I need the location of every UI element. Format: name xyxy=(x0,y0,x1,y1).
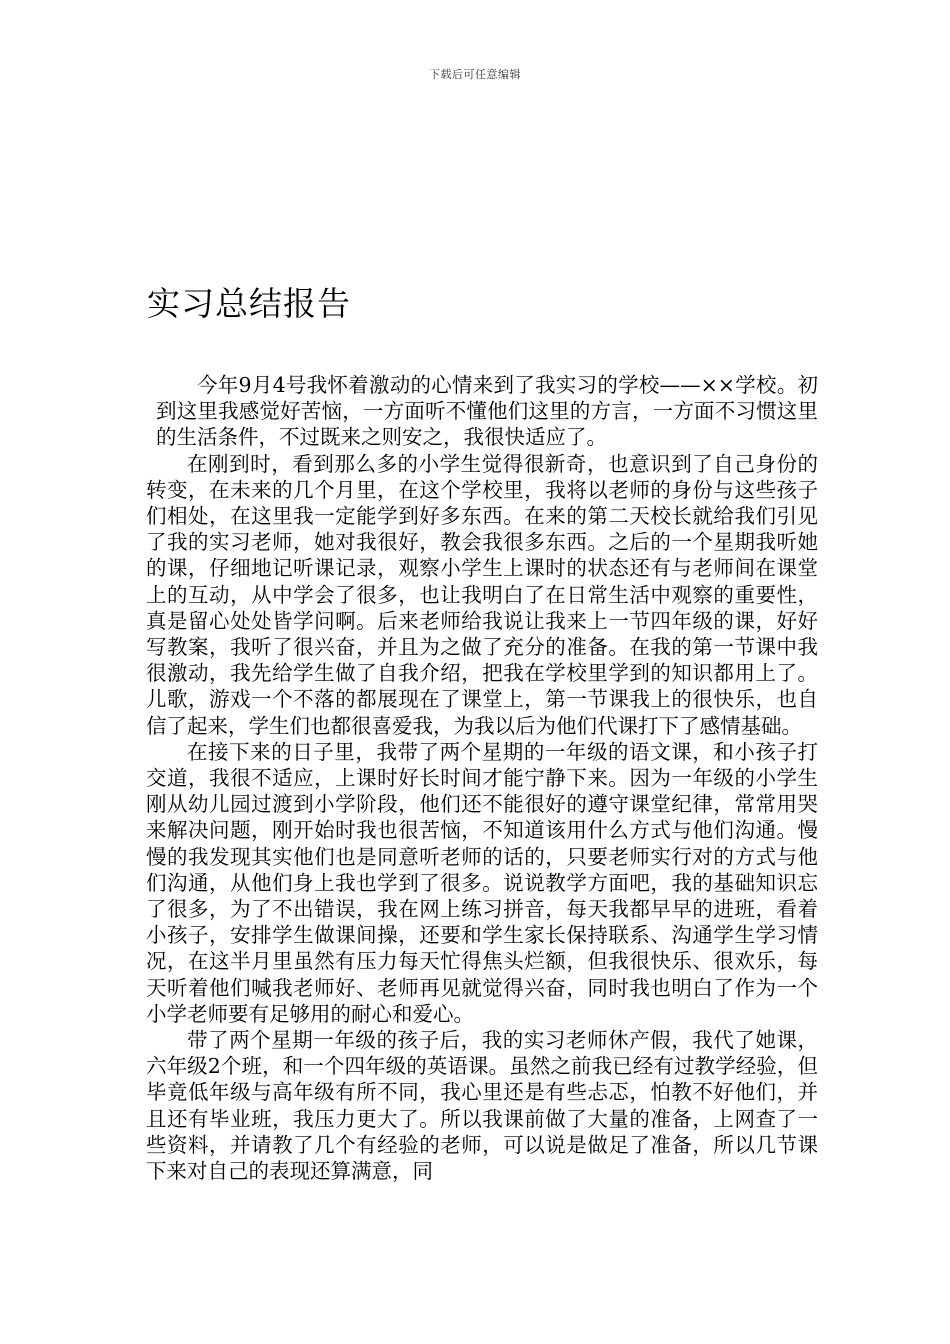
paragraph-3: 在接下来的日子里，我带了两个星期的一年级的语文课，和小孩子打交道，我很不适应，上课时好长时间才能宁静下来。因为一年级的小学生刚从幼儿园过渡到小学阶段，他们还不能很好的遵守课堂纪律，常常用哭来解决问题，刚开始时我也很苦恼，不知道该用什么方式与他们沟通。慢慢的我发现其实他们也是同意听老师的话的，只要老师实行对的方式与他们沟通，从他们身上我也学到了很多。说说教学方面吧，我的基础知识忘了很多，为了不出错误，我在网上练习拼音，每天我都早早的进班，看着小孩子，安排学生做课间操，还要和学生家长保持联系、沟通学生学习情况，在这半月里虽然有压力每天忙得焦头烂额，但我很快乐、很欢乐，每天听着他们喊我老师好、老师再见就觉得兴奋，同时我也明白了作为一个小学老师要有足够用的耐心和爱心。 xyxy=(146,739,818,1026)
document-body xyxy=(146,372,818,1184)
document-title: 实习总结报告 xyxy=(147,284,351,323)
paragraph-4: 带了两个星期一年级的孩子后，我的实习老师休产假，我代了她课，六年级2个班，和一个四年级的英语课。虽然之前我已经有过教学经验，但毕竟低年级与高年级有所不同，我心里还是有些忐忑，怕教不好他们，并且还有毕业班，我压力更大了。所以我课前做了大量的准备，上网查了一些资料，并请教了几个有经验的老师，可以说是做足了准备，所以几节课下来对自己的表现还算满意，同 xyxy=(146,1028,818,1184)
header-note: 下载后可任意编辑 xyxy=(429,68,521,81)
paragraph-2: 在刚到时，看到那么多的小学生觉得很新奇，也意识到了自己身份的转变，在未来的几个月里，在这个学校里，我将以老师的身份与这些孩子们相处，在这里我一定能学到好多东西。在来的第二天校长就给我们引见了我的实习老师，她对我很好，教会我很多东西。之后的一个星期我听她的课，仔细地记听课记录，观察小学生上课时的状态还有与老师间在课堂上的互动，从中学会了很多，也让我明白了在日常生活中观察的重要性，真是留心处处皆学问啊。后来老师给我说让我来上一节四年级的课，好好写教案，我听了很兴奋，并且为之做了充分的准备。在我的第一节课中我很激动，我先给学生做了自我介绍，把我在学校里学到的知识都用上了。儿歌，游戏一个不落的都展现在了课堂上，第一节课我上的很快乐，也自信了起来，学生们也都很喜爱我，为我以后为他们代课打下了感情基础。 xyxy=(146,451,818,738)
paragraph-1: 今年9月4号我怀着激动的心情来到了我实习的学校——××学校。初到这里我感觉好苦恼，一方面听不懂他们这里的方言，一方面不习惯这里的生活条件，不过既来之则安之，我很快适应了。 xyxy=(156,373,818,450)
